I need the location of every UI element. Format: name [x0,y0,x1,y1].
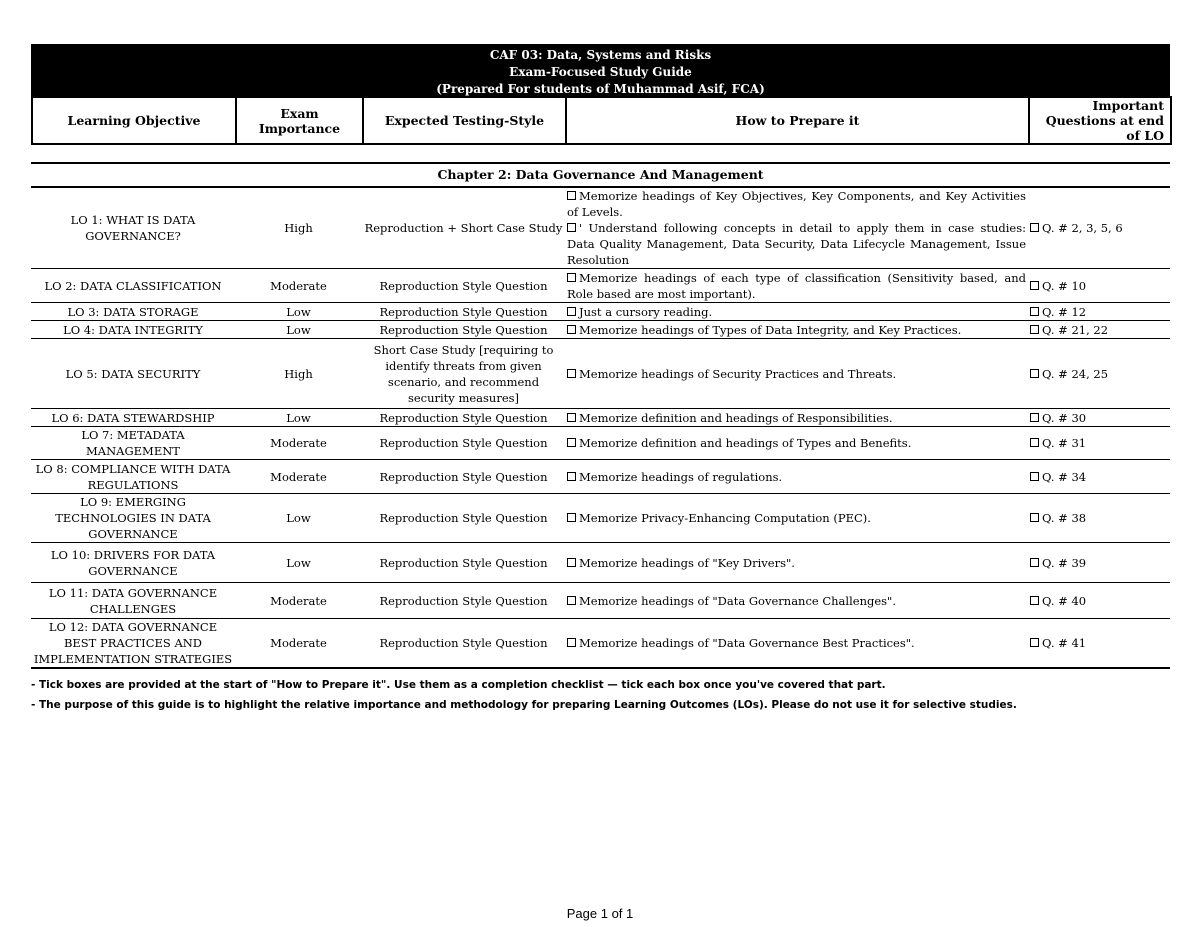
question-refs: Q. # 10 [1042,278,1087,293]
study-guide-page [31,44,1170,715]
checkbox-icon[interactable] [567,472,576,481]
checkbox-icon[interactable] [567,191,576,200]
important-questions [1028,583,1170,619]
guide-prepared-for: (Prepared For students of Muhammad Asif, FCA) [436,82,765,96]
page-footer: Page 1 of 1 [566,906,634,921]
checkbox-icon[interactable] [1030,596,1039,605]
how-to-prepare [565,583,1028,619]
checkbox-icon[interactable] [567,513,576,522]
important-questions [1028,339,1170,409]
question-refs: Q. # 12 [1042,304,1087,319]
how-to-prepare [565,619,1028,669]
question-refs: Q. # 38 [1042,511,1087,525]
checkbox-icon[interactable] [1030,438,1039,447]
important-questions [1028,409,1170,427]
checkbox-icon[interactable] [1030,638,1039,647]
prepare-text: Memorize headings of "Data Governance Challenges". [579,593,896,608]
lo-row [31,187,1170,269]
notes-section [31,675,1170,715]
lo-row [31,409,1170,427]
checkbox-icon[interactable] [1030,307,1039,316]
how-to-prepare [565,460,1028,494]
lo-row [31,460,1170,494]
prepare-text: Memorize headings of regulations. [579,469,783,484]
how-to-prepare [565,543,1028,583]
exam-importance: Low [235,543,362,583]
note-purpose: - The purpose of this guide is to highlight the relative importance and methodology for preparing Learning Outcomes (LOs). Please do not use it for selective studies. [31,699,1017,711]
how-to-prepare [565,339,1028,409]
important-questions [1028,460,1170,494]
how-to-prepare [565,187,1028,269]
testing-style: Reproduction Style Question [362,619,565,669]
prepare-text: Memorize headings of Key Objectives, Key Components, and Key Activities of Levels. [567,189,1026,219]
checkbox-icon[interactable] [1030,472,1039,481]
checkbox-icon[interactable] [1030,223,1039,232]
question-refs: Q. # 2, 3, 5, 6 [1042,221,1123,235]
checkbox-icon[interactable] [1030,281,1039,290]
question-refs: Q. # 40 [1042,593,1087,608]
col-header-lo: Learning Objective [32,97,236,144]
lo-table [31,162,1170,669]
prepare-text: Memorize Privacy-Enhancing Computation (PEC). [579,511,871,525]
lo-title: LO 1: WHAT IS DATA GOVERNANCE? [31,187,235,269]
testing-style: Reproduction Style Question [362,303,565,321]
testing-style: Short Case Study [requiring to identify threats from given scenario, and recommend security measures] [362,339,565,409]
question-refs: Q. # 34 [1042,469,1087,484]
checkbox-icon[interactable] [567,438,576,447]
lo-title: LO 2: DATA CLASSIFICATION [31,269,235,303]
checkbox-icon[interactable] [567,369,576,378]
exam-importance: Low [235,303,362,321]
col-header-questions: Important Questions at end of LO [1029,97,1171,144]
testing-style: Reproduction Style Question [362,409,565,427]
prepare-text: Memorize headings of "Data Governance Best Practices". [579,636,915,650]
checkbox-icon[interactable] [567,307,576,316]
exam-importance: High [235,339,362,409]
important-questions [1028,494,1170,543]
lo-row [31,427,1170,460]
testing-style: Reproduction Style Question [362,543,565,583]
testing-style: Reproduction Style Question [362,427,565,460]
testing-style: Reproduction + Short Case Study [362,187,565,269]
exam-importance: Moderate [235,460,362,494]
checkbox-icon[interactable] [567,413,576,422]
exam-importance: Low [235,494,362,543]
prepare-text: Memorize headings of "Key Drivers". [579,555,795,570]
question-refs: Q. # 30 [1042,410,1087,425]
guide-subtitle: Exam-Focused Study Guide [509,65,692,79]
lo-row [31,619,1170,669]
lo-title: LO 11: DATA GOVERNANCE CHALLENGES [31,583,235,619]
checkbox-icon[interactable] [567,273,576,282]
column-header-table [31,96,1172,145]
important-questions [1028,303,1170,321]
lo-row [31,339,1170,409]
lo-title: LO 8: COMPLIANCE WITH DATA REGULATIONS [31,460,235,494]
prepare-text: Memorize headings of Types of Data Integrity, and Key Practices. [579,322,962,337]
col-header-style: Expected Testing-Style [363,97,566,144]
checkbox-icon[interactable] [567,223,576,232]
question-refs: Q. # 24, 25 [1042,366,1109,381]
checkbox-icon[interactable] [567,325,576,334]
lo-row [31,583,1170,619]
lo-title: LO 6: DATA STEWARDSHIP [31,409,235,427]
prepare-text: ' Understand following concepts in detail to apply them in case studies: Data Quality Management, Data Security, Data Lifecycle Management, Issue Resolution [567,221,1026,267]
checkbox-icon[interactable] [567,558,576,567]
prepare-text: Memorize definition and headings of Types and Benefits. [579,436,912,450]
prepare-text: Memorize headings of each type of classification (Sensitivity based, and Role based are most important). [567,270,1026,301]
question-refs: Q. # 39 [1042,555,1087,570]
lo-title: LO 4: DATA INTEGRITY [31,321,235,339]
important-questions [1028,321,1170,339]
col-header-importance: Exam Importance [236,97,363,144]
lo-row [31,494,1170,543]
note-tick-boxes: - Tick boxes are provided at the start of "How to Prepare it". Use them as a completion checklist — tick each box once you've covered that part. [31,679,886,691]
important-questions [1028,619,1170,669]
question-refs: Q. # 31 [1042,436,1087,450]
col-header-prepare: How to Prepare it [566,97,1029,144]
prepare-text: Memorize definition and headings of Responsibilities. [579,410,893,425]
prepare-text: Memorize headings of Security Practices and Threats. [579,366,897,381]
testing-style: Reproduction Style Question [362,583,565,619]
how-to-prepare [565,409,1028,427]
exam-importance: Moderate [235,583,362,619]
how-to-prepare [565,494,1028,543]
title-banner [31,44,1170,96]
testing-style: Reproduction Style Question [362,269,565,303]
lo-row [31,543,1170,583]
lo-title: LO 9: EMERGING TECHNOLOGIES IN DATA GOVERNANCE [31,494,235,543]
checkbox-icon[interactable] [1030,413,1039,422]
exam-importance: Moderate [235,619,362,669]
lo-row [31,269,1170,303]
important-questions [1028,543,1170,583]
important-questions [1028,269,1170,303]
exam-importance: Low [235,409,362,427]
checkbox-icon[interactable] [1030,513,1039,522]
exam-importance: Low [235,321,362,339]
exam-importance: Moderate [235,427,362,460]
chapter-title: Chapter 2: Data Governance And Management [31,163,1170,187]
checkbox-icon[interactable] [1030,369,1039,378]
testing-style: Reproduction Style Question [362,460,565,494]
lo-row [31,321,1170,339]
chapter-row [31,163,1170,187]
lo-row [31,303,1170,321]
checkbox-icon[interactable] [567,596,576,605]
question-refs: Q. # 41 [1042,636,1087,650]
how-to-prepare [565,321,1028,339]
question-refs: Q. # 21, 22 [1042,322,1109,337]
checkbox-icon[interactable] [1030,558,1039,567]
prepare-text: Just a cursory reading. [579,304,713,319]
guide-title: CAF 03: Data, Systems and Risks [489,48,712,62]
exam-importance: Moderate [235,269,362,303]
how-to-prepare [565,269,1028,303]
important-questions [1028,427,1170,460]
lo-title: LO 7: METADATA MANAGEMENT [31,427,235,460]
important-questions [1028,187,1170,269]
lo-title: LO 12: DATA GOVERNANCE BEST PRACTICES AND IMPLEMENTATION STRATEGIES [31,619,235,669]
testing-style: Reproduction Style Question [362,494,565,543]
lo-title: LO 10: DRIVERS FOR DATA GOVERNANCE [31,543,235,583]
how-to-prepare [565,303,1028,321]
checkbox-icon[interactable] [1030,325,1039,334]
exam-importance: High [235,187,362,269]
lo-title: LO 3: DATA STORAGE [31,303,235,321]
how-to-prepare [565,427,1028,460]
lo-title: LO 5: DATA SECURITY [31,339,235,409]
checkbox-icon[interactable] [567,638,576,647]
testing-style: Reproduction Style Question [362,321,565,339]
